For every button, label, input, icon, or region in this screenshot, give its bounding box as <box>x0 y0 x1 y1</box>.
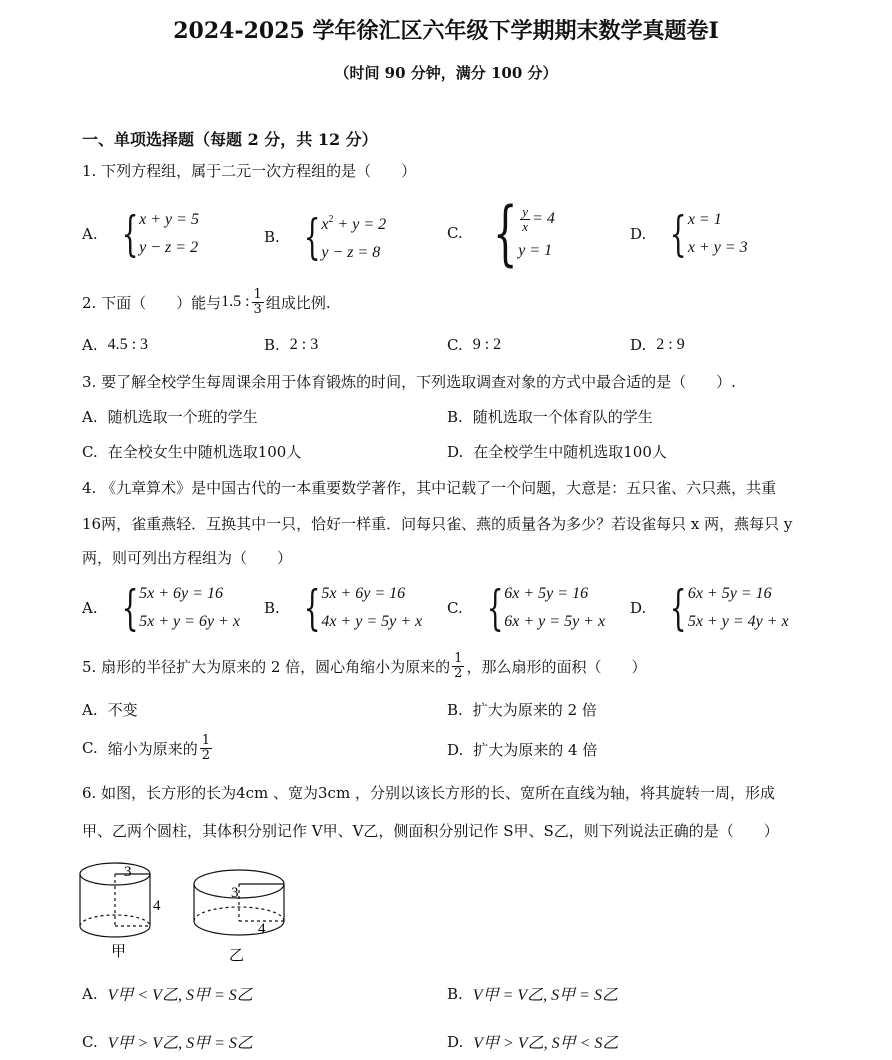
q3-option-b: B. 随机选取一个体育队的学生 <box>447 407 653 426</box>
option-label: B. <box>264 227 280 246</box>
question-3-stem: 3. 要了解全校学生每周课余用于体育锻炼的时间，下列选取调查对象的方式中最合适的是（ ）. <box>82 373 736 391</box>
equation-line: x + y = 5 <box>139 211 199 228</box>
page-subtitle: （时间 90 分钟，满分 100 分） <box>334 64 558 82</box>
question-1-stem: 1. 下列方程组，属于二元一次方程组的是（ ） <box>82 162 417 180</box>
question-6-line-1: 6. 如图，长方形的长为4cm 、宽为3cm ，分别以该长方形的长、宽所在直线为轴，将其旋转一周，形成 <box>82 784 775 802</box>
equation-line: $x^2 + y = 2$ <box>321 214 387 233</box>
label-4: 4 <box>258 921 266 937</box>
page-title: 2024-2025 学年徐汇区六年级下学期期末数学真题卷Ⅰ <box>173 18 719 44</box>
q1-option-c: C. { $\frac{y}{x}$ = 4 y = 1 <box>447 192 555 274</box>
option-label: A. <box>82 225 98 243</box>
q5-option-d: D. 扩大为原来的 4 倍 <box>447 740 598 759</box>
q3-option-a: A. 随机选取一个班的学生 <box>82 407 258 426</box>
q1-option-b: B. { $x^2 + y = 2$ y − z = 8 <box>264 206 386 267</box>
q3-option-d: D. 在全校学生中随机选取100人 <box>447 442 667 461</box>
q1-option-d: D. { x = 1 x + y = 3 <box>630 206 748 262</box>
question-5-stem: 5. 扇形的半径扩大为原来的 2 倍，圆心角缩小为原来的 $\frac{1}{2}$ ，那么扇形的面积（ ） <box>82 651 647 681</box>
section-heading: 一、单项选择题（每题 2 分，共 12 分） <box>82 130 378 149</box>
equation-line: x = 1 <box>687 211 722 228</box>
q5-option-a: A. 不变 <box>82 700 138 719</box>
cylinder-yi <box>194 870 284 935</box>
question-4-line-3: 两，则可列出方程组为（ ） <box>82 549 293 567</box>
q1-option-a: A. { x + y = 5 y − z = 2 <box>82 206 199 262</box>
label-4: 4 <box>153 898 161 914</box>
equation-line: $\frac{y}{x}$ = 4 <box>522 204 555 234</box>
q6-option-c: C. V甲 > V乙, S甲 = S乙 <box>82 1032 253 1052</box>
label-yi: 乙 <box>229 948 245 964</box>
q5-option-b: B. 扩大为原来的 2 倍 <box>447 700 597 719</box>
label-jia: 甲 <box>111 944 127 960</box>
q6-option-b: B. V甲 = V乙, S甲 = S乙 <box>447 984 618 1004</box>
label-3: 3 <box>124 864 132 880</box>
equation-line: y = 1 <box>518 242 553 259</box>
question-4-line-2: 16两，雀重燕轻．互换其中一只，恰好一样重．问每只雀、燕的质量各为多少？若设雀每只 x 两，燕每只 y <box>82 515 793 533</box>
q4-option-a: A. { 5x + 6y = 16 5x + y = 6y + x <box>82 580 240 636</box>
q2-option-c: C. 9 : 2 <box>447 336 502 354</box>
equation-line: y − z = 8 <box>321 244 381 261</box>
q2-option-d: D. 2 : 9 <box>630 336 685 354</box>
equation-line: y − z = 2 <box>139 239 199 256</box>
equation-line: x + y = 3 <box>687 239 748 256</box>
q5-option-c: C. 缩小为原来的 $\frac{1}{2}$ <box>82 733 211 763</box>
q3-option-c: C. 在全校女生中随机选取100人 <box>82 442 302 461</box>
q2-option-b: B. 2 : 3 <box>264 336 319 354</box>
q6-option-d: D. V甲 > V乙, S甲 < S乙 <box>447 1032 619 1052</box>
cylinder-figures <box>76 856 306 966</box>
q6-option-a: A. V甲 < V乙, S甲 = S乙 <box>82 984 253 1004</box>
q4-option-b: B. { 5x + 6y = 16 4x + y = 5y + x <box>264 580 423 636</box>
q4-option-c: C. { 6x + 5y = 16 6x + y = 5y + x <box>447 580 606 636</box>
cylinder-jia <box>80 863 150 937</box>
q2-option-a: A. 4.5 : 3 <box>82 336 149 354</box>
label-3: 3 <box>231 885 239 901</box>
option-label: D. <box>630 225 647 243</box>
question-2-stem: 2. 下面（ ）能与 1.5 : $\frac{1}{3}$ 组成比例. <box>82 287 331 317</box>
question-4-line-1: 4. 《九章算术》是中国古代的一本重要数学著作，其中记载了一个问题，大意是：五只雀、六只燕，共重 <box>82 479 777 497</box>
question-6-line-2: 甲、乙两个圆柱，其体积分别记作 V甲、V乙，侧面积分别记作 S甲、S乙，则下列说法正确的是（ ） <box>82 822 779 840</box>
q4-option-d: D. { 6x + 5y = 16 5x + y = 4y + x <box>630 580 789 636</box>
option-label: C. <box>447 224 463 242</box>
